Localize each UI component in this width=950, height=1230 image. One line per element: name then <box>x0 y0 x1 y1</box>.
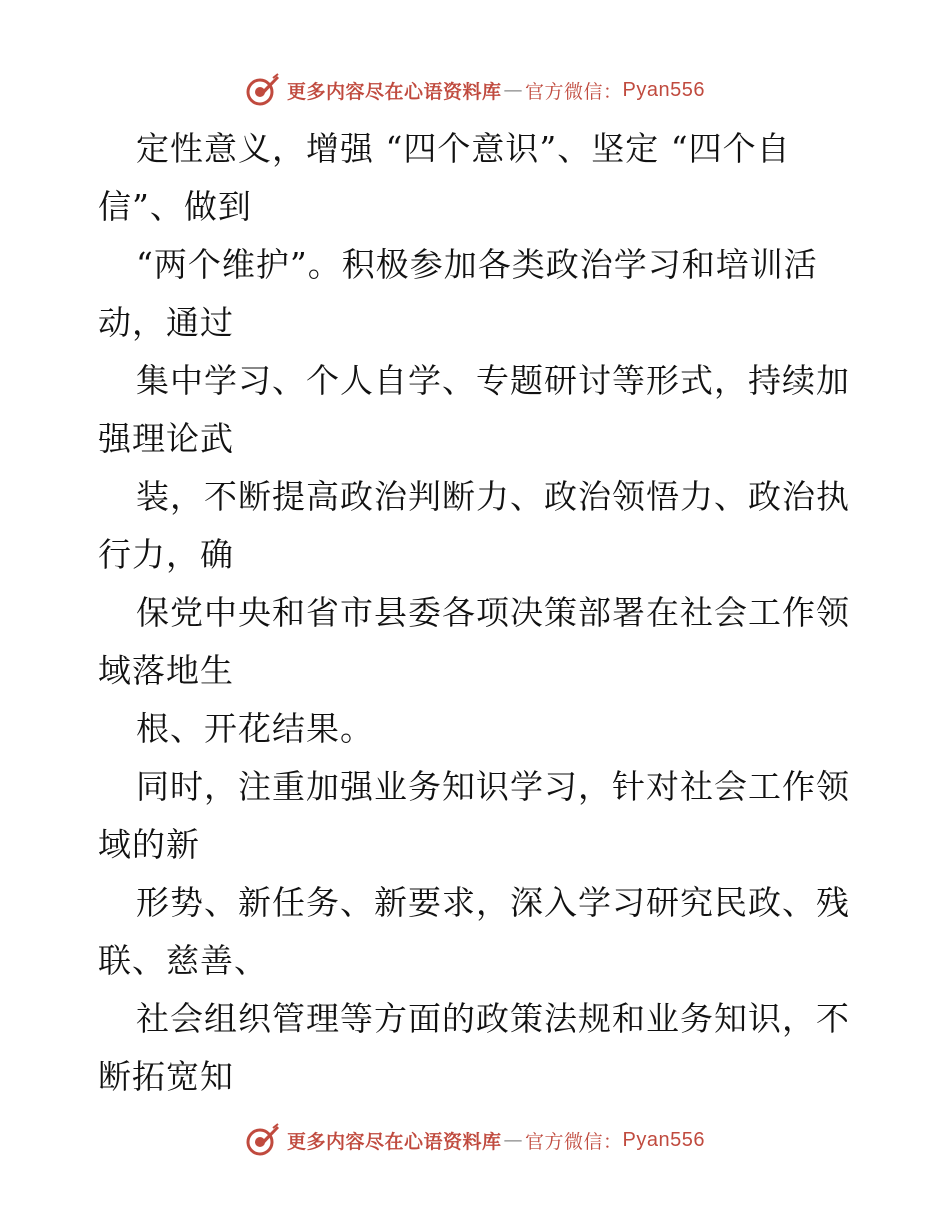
text-line: 行力，确 <box>98 535 234 574</box>
text-line: 根、开花结果。 <box>136 709 374 748</box>
body-text <box>98 120 858 1106</box>
watermark-id: Pyan556 <box>622 1128 705 1151</box>
text-line: 强理论武 <box>98 419 234 458</box>
watermark-text: 更多内容尽在心语资料库 <box>287 80 502 103</box>
text-line: 集中学习、个人自学、专题研讨等形式，持续加 <box>136 361 850 400</box>
watermark-text: 更多内容尽在心语资料库 <box>287 1130 502 1153</box>
text-line: 断拓宽知 <box>98 1057 234 1096</box>
text-line: “两个维护”。积极参加各类政治学习和培训活 <box>136 245 818 284</box>
text-line: 域的新 <box>98 825 200 864</box>
watermark-dash: — <box>503 79 524 101</box>
header-watermark <box>0 70 950 110</box>
text-line: 信”、做到 <box>98 187 252 226</box>
text-line: 形势、新任务、新要求，深入学习研究民政、残 <box>136 883 850 922</box>
quill-logo-icon <box>245 72 281 108</box>
text-line: 域落地生 <box>98 651 234 690</box>
watermark-label: 官方微信： <box>525 80 623 103</box>
quill-logo-icon <box>245 1122 281 1158</box>
text-line: 同时，注重加强业务知识学习，针对社会工作领 <box>136 767 850 806</box>
text-line: 动，通过 <box>98 303 234 342</box>
watermark-id: Pyan556 <box>622 78 705 101</box>
watermark-label: 官方微信： <box>525 1130 623 1153</box>
text-line: 定性意义，增强 “四个意识”、坚定 “四个自 <box>136 129 791 168</box>
footer-watermark <box>0 1120 950 1160</box>
text-line: 装，不断提高政治判断力、政治领悟力、政治执 <box>136 477 850 516</box>
watermark-dash: — <box>503 1129 524 1151</box>
text-line: 保党中央和省市县委各项决策部署在社会工作领 <box>136 593 850 632</box>
text-line: 社会组织管理等方面的政策法规和业务知识，不 <box>136 999 850 1038</box>
text-line: 联、慈善、 <box>98 941 268 980</box>
